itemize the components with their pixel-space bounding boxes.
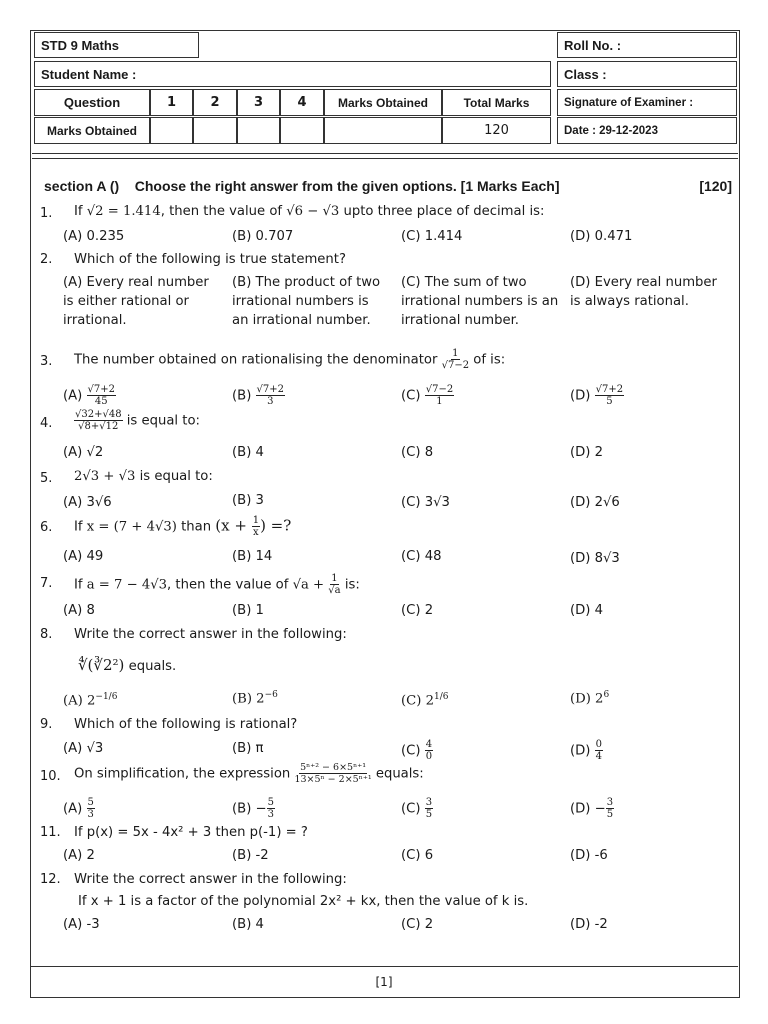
marks-obtained-header: Marks Obtained [324,89,442,116]
section-marks: [120] [699,178,732,194]
roll-no-field[interactable]: Roll No. : [557,32,737,58]
marks-obtained-cell[interactable] [324,117,442,144]
q8-option-b[interactable]: (B) $2^{-6}$ [232,690,278,707]
q8-number: 8. [40,627,53,642]
q5-text: 2√3 + √3 is equal to: [74,469,213,484]
q9-number: 9. [40,717,53,732]
date-field: Date : 29-12-2023 [557,117,737,144]
q5-number: 5. [40,471,53,486]
q2-option-a[interactable]: (A) Every real number is either rational or irrational. [63,275,209,328]
class-field[interactable]: Class : [557,61,737,87]
q6-option-d[interactable]: (D) 8√3 [570,551,620,566]
q9-text: Which of the following is rational? [74,717,298,732]
exam-page [30,30,740,998]
q2-option-b[interactable]: (B) The product of two irrational numbers is an irrational number. [232,275,381,328]
q8-option-c[interactable]: (C) $2^{1/6}$ [401,692,449,709]
q7-option-a[interactable]: (A) 8 [63,603,95,618]
q4-fraction: $\frac{√32+√48}{√8+√12}$ [75,409,122,432]
q7-text: If a = 7 − 4√3, then the value of √a + $\frac{1}{√a}$ is: [74,573,360,596]
marks-cell-4[interactable] [280,117,324,144]
q11-option-c[interactable]: (C) 6 [401,848,434,863]
q1-eq1: √2 = 1.414 [86,204,161,219]
q12-text: Write the correct answer in the following: [74,872,347,887]
q11-option-d[interactable]: (D) -6 [570,848,608,863]
q6-number: 6. [40,520,53,535]
q12-option-a[interactable]: (A) -3 [63,917,100,932]
signature-field: Signature of Examiner : [557,89,737,116]
q12-subtext: If x + 1 is a factor of the polynomial 2x² + kx, then the value of k is. [78,894,529,909]
marks-cell-3[interactable] [237,117,280,144]
q3-text: The number obtained on rationalising the denominator $\frac{1}{√7-2}$ of is: [74,348,506,371]
q4-number: 4. [40,416,53,431]
q4-option-b[interactable]: (B) 4 [232,445,264,460]
q3-option-c[interactable]: (C) $\frac{√7-2}{1}$ [401,384,454,407]
q7-option-d[interactable]: (D) 4 [570,603,604,618]
q9-option-c[interactable]: (C) $\frac{4}{0}$ [401,739,433,762]
q10-text: On simplification, the expression $\frac{\text{5ⁿ⁺² − 6×5ⁿ⁺¹}}{\text{13×5ⁿ − 2×5ⁿ⁺¹}}$ equals: [74,762,424,785]
q11-option-b[interactable]: (B) -2 [232,848,269,863]
q8-option-d[interactable]: (D) $2^6$ [570,690,610,707]
q3-fraction: $\frac{1}{√7-2}$ [441,348,470,371]
page-number: [1] [375,975,393,989]
q10-option-a[interactable]: (A) $\frac{5}{3}$ [63,797,94,820]
q9-option-a[interactable]: (A) √3 [63,741,104,756]
q1-option-b[interactable]: (B) 0.707 [232,229,294,244]
q1-option-a[interactable]: (A) 0.235 [63,229,125,244]
q1-number: 1. [40,206,53,221]
marks-cell-1[interactable] [150,117,193,144]
page-footer [30,966,738,997]
q1-option-d[interactable]: (D) 0.471 [570,229,633,244]
q2-number: 2. [40,252,53,267]
q4-text: $\frac{√32+√48}{√8+√12}$ is equal to: [75,409,200,432]
std-field: STD 9 Maths [34,32,199,58]
q9-option-d[interactable]: (D) $\frac{0}{4}$ [570,739,603,762]
q1-eq2: √6 − √3 [286,204,340,219]
q12-option-d[interactable]: (D) -2 [570,917,608,932]
q2-option-d[interactable]: (D) Every real number is always rational. [570,275,717,309]
marks-cell-2[interactable] [193,117,237,144]
q10-option-b[interactable]: (B) − $\frac{5}{3}$ [232,797,274,820]
q6-option-b[interactable]: (B) 14 [232,549,273,564]
q5-option-c[interactable]: (C) 3√3 [401,495,450,510]
q10-option-c[interactable]: (C) $\frac{3}{5}$ [401,797,433,820]
q8-text: Write the correct answer in the following: [74,627,347,642]
q8-expression: ∜(∛2²) equals. [78,656,177,674]
q11-option-a[interactable]: (A) 2 [63,848,95,863]
q12-option-c[interactable]: (C) 2 [401,917,434,932]
q12-option-b[interactable]: (B) 4 [232,917,264,932]
q7-number: 7. [40,576,53,591]
q10-number: 10. [40,769,61,784]
question-col-1: 1 [150,89,193,116]
q3-number: 3. [40,354,53,369]
q4-option-a[interactable]: (A) √2 [63,445,104,460]
q3-option-b[interactable]: (B) $\frac{√7+2}{3}$ [232,384,285,407]
divider-top [32,153,738,154]
q5-option-d[interactable]: (D) 2√6 [570,495,620,510]
marks-obtained-row-label: Marks Obtained [34,117,150,144]
section-title: section A () Choose the right answer from the given options. [1 Marks Each] [44,178,560,194]
q12-number: 12. [40,872,61,887]
question-col-3: 3 [237,89,280,116]
q6-option-a[interactable]: (A) 49 [63,549,104,564]
q1-option-c[interactable]: (C) 1.414 [401,229,463,244]
q8-option-a[interactable]: (A) $2^{-1/6}$ [63,692,118,709]
q2-option-c[interactable]: (C) The sum of two irrational numbers is an irrational number. [401,275,559,328]
question-header: Question [34,89,150,116]
q6-text: If x = (7 + 4√3) than (x + $\frac{1}{x}$ ) =? [74,515,292,538]
q1-text: If √2 = 1.414, then the value of √6 − √3 upto three place of decimal is: [74,204,545,219]
q3-option-d[interactable]: (D) $\frac{√7+2}{5}$ [570,384,624,407]
q5-option-a[interactable]: (A) 3√6 [63,495,112,510]
student-name-field[interactable]: Student Name : [34,61,551,87]
question-col-4: 4 [280,89,324,116]
q3-option-a[interactable]: (A) $\frac{√7+2}{45}$ [63,384,115,407]
q7-option-c[interactable]: (C) 2 [401,603,434,618]
q4-option-c[interactable]: (C) 8 [401,445,434,460]
q5-option-b[interactable]: (B) 3 [232,493,264,508]
total-marks-header: Total Marks [442,89,551,116]
q2-text: Which of the following is true statement? [74,252,346,267]
q7-option-b[interactable]: (B) 1 [232,603,264,618]
q11-text: If p(x) = 5x - 4x² + 3 then p(-1) = ? [74,825,308,840]
divider-bottom [32,158,738,159]
q11-number: 11. [40,825,61,840]
question-col-2: 2 [193,89,237,116]
q9-option-b[interactable]: (B) π [232,741,264,756]
q6-option-c[interactable]: (C) 48 [401,549,442,564]
total-marks-value: 120 [442,117,551,144]
q4-option-d[interactable]: (D) 2 [570,445,604,460]
q10-option-d[interactable]: (D) − $\frac{3}{5}$ [570,797,614,820]
